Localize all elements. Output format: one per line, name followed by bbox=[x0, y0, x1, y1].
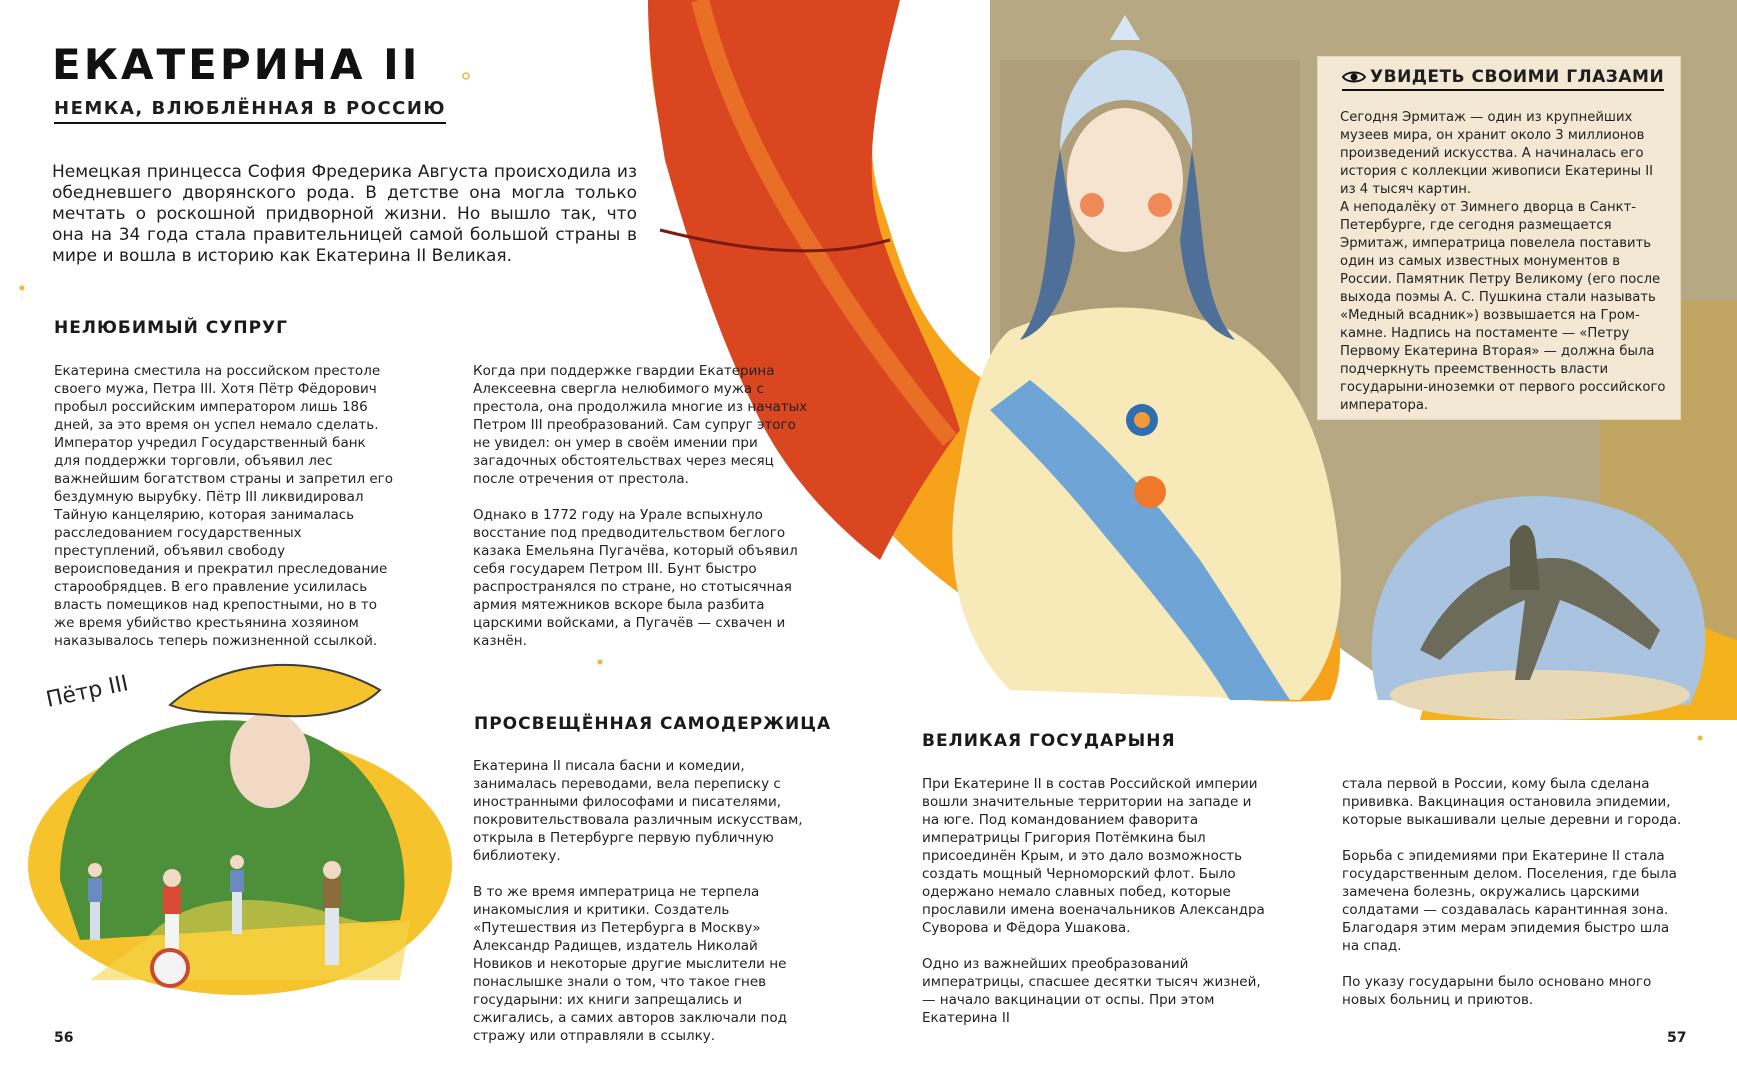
page-number-right: 57 bbox=[1667, 1030, 1687, 1046]
great-column-1 bbox=[922, 775, 1267, 1045]
spouse-paragraph: Когда при поддержке гвардии Екатерина Алексеевна свергла нелюбимого мужа с престола, она продолжила многие из начатых Петром III преобразований. Сам супруг этого не увидел: он умер в своём имении при загадочных обстоятельствах через месяц после отречения от престола. bbox=[473, 363, 808, 487]
spouse-paragraph: Однако в 1772 году на Урале вспыхнуло восстание под предводительством беглого казака Емельяна Пугачёва, который объявил себя государем Петром III. Бунт быстро распространялся по стране, но стотысячная армия мятежников вскоре была разбита царскими войсками, а Пугачёв — схвачен и казнён. bbox=[473, 507, 798, 649]
section-heading-great: ВЕЛИКАЯ ГОСУДАРЫНЯ bbox=[922, 731, 1176, 751]
great-paragraph: По указу государыни было основано много новых больниц и приютов. bbox=[1342, 974, 1652, 1008]
tricorn-hat bbox=[170, 665, 380, 716]
peter-face bbox=[230, 712, 310, 808]
section-heading-spouse: НЕЛЮБИМЫЙ СУПРУГ bbox=[54, 318, 288, 338]
intro-paragraph: Немецкая принцесса София Фредерика Августа происходила из обедневшего дворянского рода. В детстве она могла только мечтать о роскошной придворной жизни. Но вышло так, что она на 34 года стала правительницей самой большой страны в мире и вошла в историю как Екатерина II Великая. bbox=[52, 162, 637, 266]
enlightened-paragraph: Екатерина II писала басни и комедии, занималась переводами, вела переписку с иностранными философами и писателями, покровительствовала различным искусствам, открыла в Петербурге первую публичную библиотеку. bbox=[473, 758, 803, 864]
eye-icon bbox=[1342, 70, 1366, 84]
sidebar-title-text: УВИДЕТЬ СВОИМИ ГЛАЗАМИ bbox=[1370, 67, 1665, 87]
page-subtitle: НЕМКА, ВЛЮБЛЁННАЯ В РОССИЮ bbox=[54, 98, 446, 124]
great-column-2 bbox=[1342, 775, 1687, 1027]
peter-illustration bbox=[20, 650, 460, 1050]
peter-label: Пётр III bbox=[43, 671, 131, 713]
sidebar-body bbox=[1340, 109, 1666, 415]
sidebar-paragraph: А неподалёку от Зимнего дворца в Санкт-Петербурге, где сегодня размещается Эрмитаж, императрица повелела поставить один из самых известных монументов в России. Памятник Петру Великому (его после выхода поэмы А. С. Пушкина стали называть «Медный всадник») возвышается на Гром-камне. Надпись на постаменте — «Петру Первому Екатерина Вторая» — должна была подчеркнуть преемственность власти государыни-иноземки от первого российского императора. bbox=[1340, 200, 1666, 413]
spouse-paragraph: Екатерина сместила на российском престоле своего мужа, Петра III. Хотя Пётр Фёдорович пробыл российским императором лишь 186 дней, за это время он успел немало сделать. Император учредил Государственный банк для поддержки торговли, объявил лес важнейшим богатством страны и запретил его бездумную вырубку. Пётр III ликвидировал Тайную канцелярию, которая занималась расследованием государственных преступлений, объявил свободу вероисповедания и прекратил преследование старообрядцев. В его правление усилилась власть помещиков над крепостными, но в то же время убийство крестьянина хозяином наказывалось теперь пожизненной ссылкой. bbox=[54, 363, 394, 649]
page-title: ЕКАТЕРИНА II bbox=[52, 40, 421, 89]
enlightened-column bbox=[473, 757, 818, 1063]
enlightened-paragraph: В то же время императрица не терпела инакомыслия и критики. Создатель «Путешествия из Петербурга в Москву» Александр Радищев, издатель Николай Новиков и некоторые другие мыслители не понаслышке знали о том, что такое гнев государыни: их книги запрещались и сжигались, а самих авторов заключали под стражу или отправляли в ссылку. bbox=[473, 884, 787, 1044]
sidebar-box bbox=[1318, 57, 1680, 419]
page-number-left: 56 bbox=[54, 1030, 74, 1046]
sidebar-paragraph: Сегодня Эрмитаж — один из крупнейших музеев мира, он хранит около 3 миллионов произведений искусства. А начиналась его история с коллекции живописи Екатерины II из 4 тысяч картин. bbox=[1340, 110, 1653, 197]
great-paragraph: Борьба с эпидемиями при Екатерине II стала государственным делом. Поселения, где была замечена болезнь, окружались царскими солдатами — создавалась карантинная зона. Благодаря этим мерам эпидемия быстро шла на спад. bbox=[1342, 848, 1677, 954]
great-paragraph: Одно из важнейших преобразований императрицы, спасшее десятки тысяч жизней, — начало вакцинации от оспы. При этом Екатерина II bbox=[922, 956, 1261, 1026]
spouse-column-2 bbox=[473, 362, 815, 668]
great-paragraph: стала первой в России, кому была сделана прививка. Вакцинация остановила эпидемии, которые выкашивали целые деревни и города. bbox=[1342, 776, 1682, 828]
section-heading-enlightened: ПРОСВЕЩЁННАЯ САМОДЕРЖИЦА bbox=[474, 714, 832, 734]
great-paragraph: При Екатерине II в состав Российской империи вошли значительные территории на западе и на юге. Под командованием фаворита императрицы Григория Потёмкина был присоединён Крым, и это дало возможность создать мощный Черноморский флот. Было одержано немало славных побед, которые прославили имена военачальников Александра Суворова и Фёдора Ушакова. bbox=[922, 776, 1265, 936]
empress-face bbox=[1067, 108, 1183, 252]
sidebar-heading bbox=[1342, 67, 1664, 91]
spouse-column-1 bbox=[54, 362, 396, 668]
